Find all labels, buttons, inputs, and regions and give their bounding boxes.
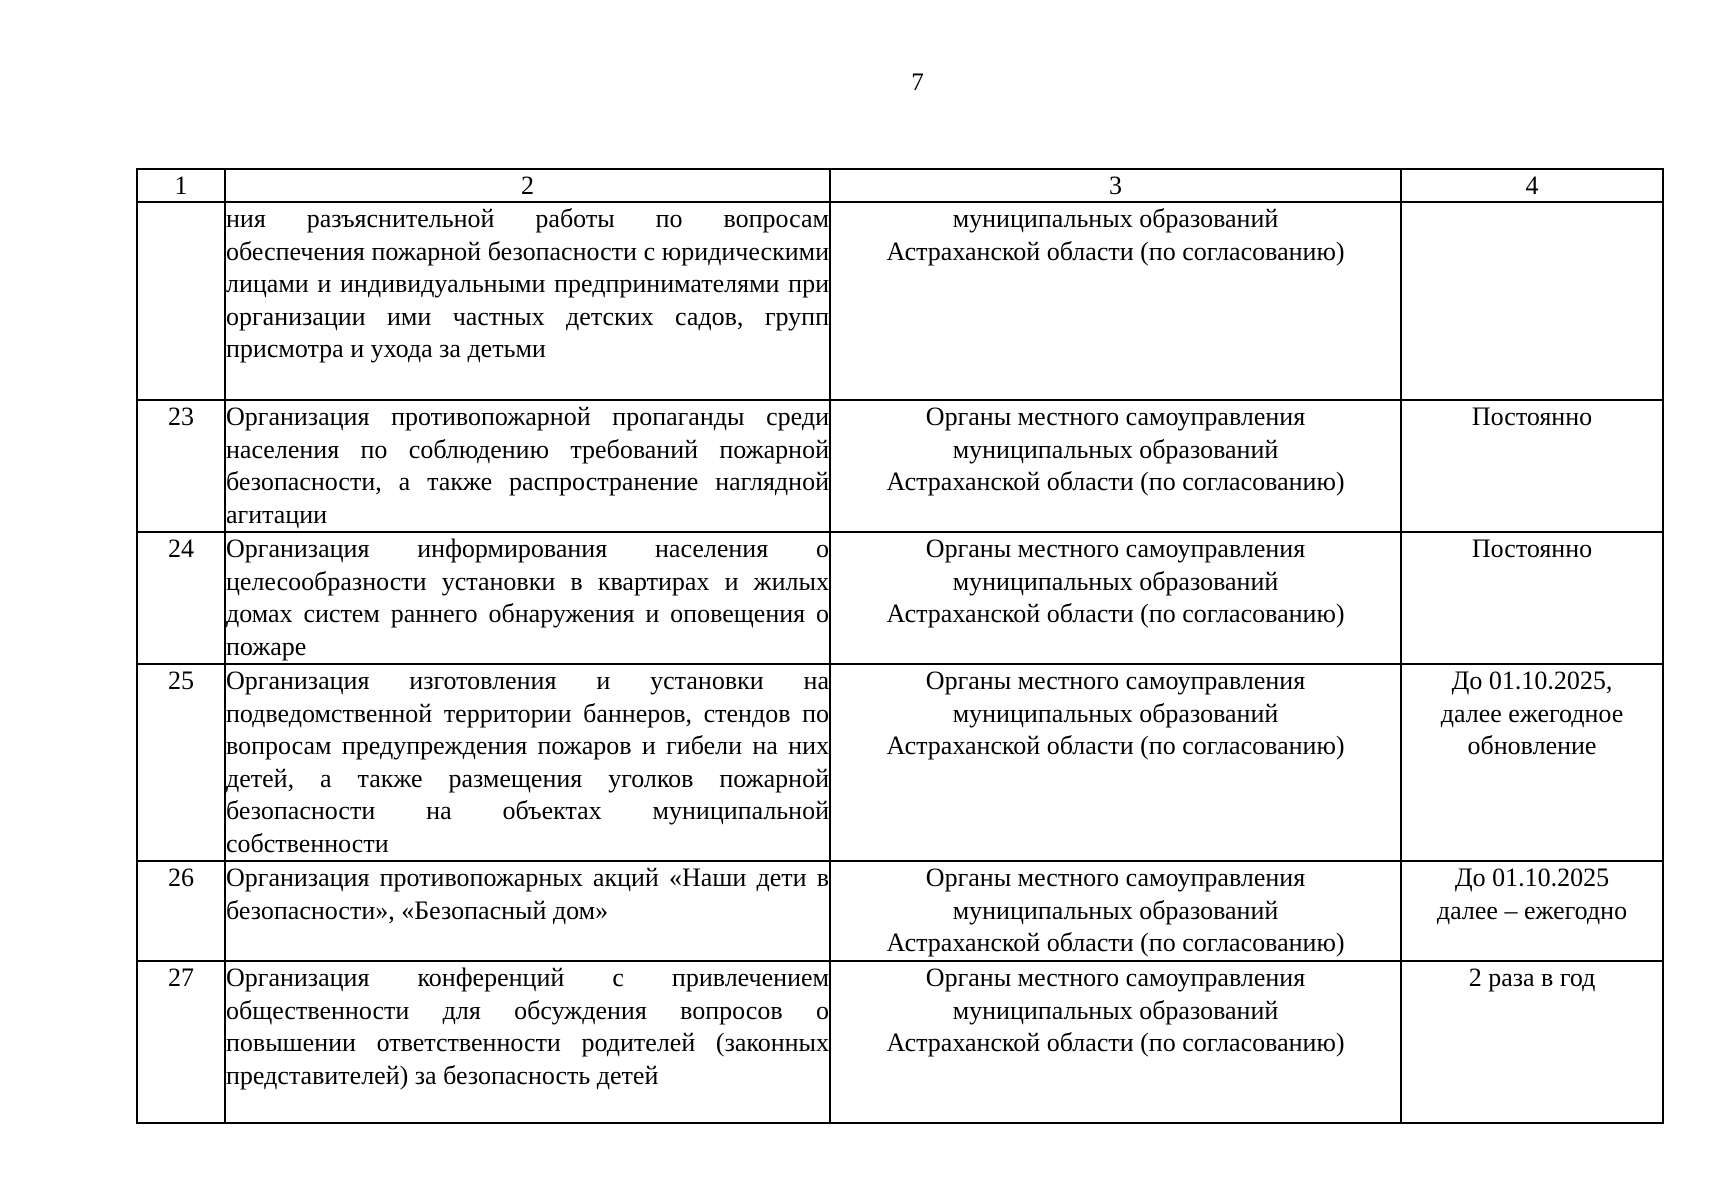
table-header-row xyxy=(137,169,1663,202)
measure-description: ния разъяснительной работы по вопросам обеспечения пожарной безопасности с юридическими лицами и индивидуальными предпринимателями при организации ими частных детских садов, групп присмотра и ухода за детьми xyxy=(225,202,830,400)
responsible-party: Органы местного самоуправления муниципальных образований Астраханской области (по согласованию) xyxy=(830,664,1401,861)
measure-description: Организация противопожарных акций «Наши дети в безопасности», «Безопасный дом» xyxy=(225,861,830,961)
deadline: 2 раза в год xyxy=(1401,961,1663,1123)
responsible-party: Органы местного самоуправления муниципальных образований Астраханской области (по согласованию) xyxy=(830,400,1401,532)
table-row xyxy=(137,961,1663,1123)
header-col-4: 4 xyxy=(1401,169,1663,202)
measure-description: Организация противопожарной пропаганды среди населения по соблюдению требований пожарной безопасности, а также распространение наглядной агитации xyxy=(225,400,830,532)
responsible-party: Органы местного самоуправления муниципальных образований Астраханской области (по согласованию) xyxy=(830,532,1401,664)
responsible-party: муниципальных образований Астраханской области (по согласованию) xyxy=(830,202,1401,400)
deadline: Постоянно xyxy=(1401,532,1663,664)
row-number: 25 xyxy=(137,664,225,861)
row-number: 27 xyxy=(137,961,225,1123)
row-number: 23 xyxy=(137,400,225,532)
header-col-1: 1 xyxy=(137,169,225,202)
row-number: 24 xyxy=(137,532,225,664)
table-row xyxy=(137,664,1663,861)
deadline: До 01.10.2025, далее ежегодное обновление xyxy=(1401,664,1663,861)
responsible-party: Органы местного самоуправления муниципальных образований Астраханской области (по согласованию) xyxy=(830,961,1401,1123)
measure-description: Организация конференций с привлечением общественности для обсуждения вопросов о повышении ответственности родителей (законных представителей) за безопасность детей xyxy=(225,961,830,1123)
deadline: До 01.10.2025 далее – ежегодно xyxy=(1401,861,1663,961)
responsible-party: Органы местного самоуправления муниципальных образований Астраханской области (по согласованию) xyxy=(830,861,1401,961)
table-row xyxy=(137,532,1663,664)
table-row xyxy=(137,861,1663,961)
measures-table xyxy=(136,168,1664,1124)
table-row xyxy=(137,400,1663,532)
deadline: Постоянно xyxy=(1401,400,1663,532)
row-number xyxy=(137,202,225,400)
page-number: 7 xyxy=(911,69,924,96)
table-row xyxy=(137,202,1663,400)
header-col-3: 3 xyxy=(830,169,1401,202)
deadline xyxy=(1401,202,1663,400)
header-col-2: 2 xyxy=(225,169,830,202)
row-number: 26 xyxy=(137,861,225,961)
measure-description: Организация информирования населения о целесообразности установки в квартирах и жилых домах систем раннего обнаружения и оповещения о пожаре xyxy=(225,532,830,664)
measure-description: Организация изготовления и установки на подведомственной территории баннеров, стендов по вопросам предупреждения пожаров и гибели на них детей, а также размещения уголков пожарной безопасности на объектах муниципальной собственности xyxy=(225,664,830,861)
